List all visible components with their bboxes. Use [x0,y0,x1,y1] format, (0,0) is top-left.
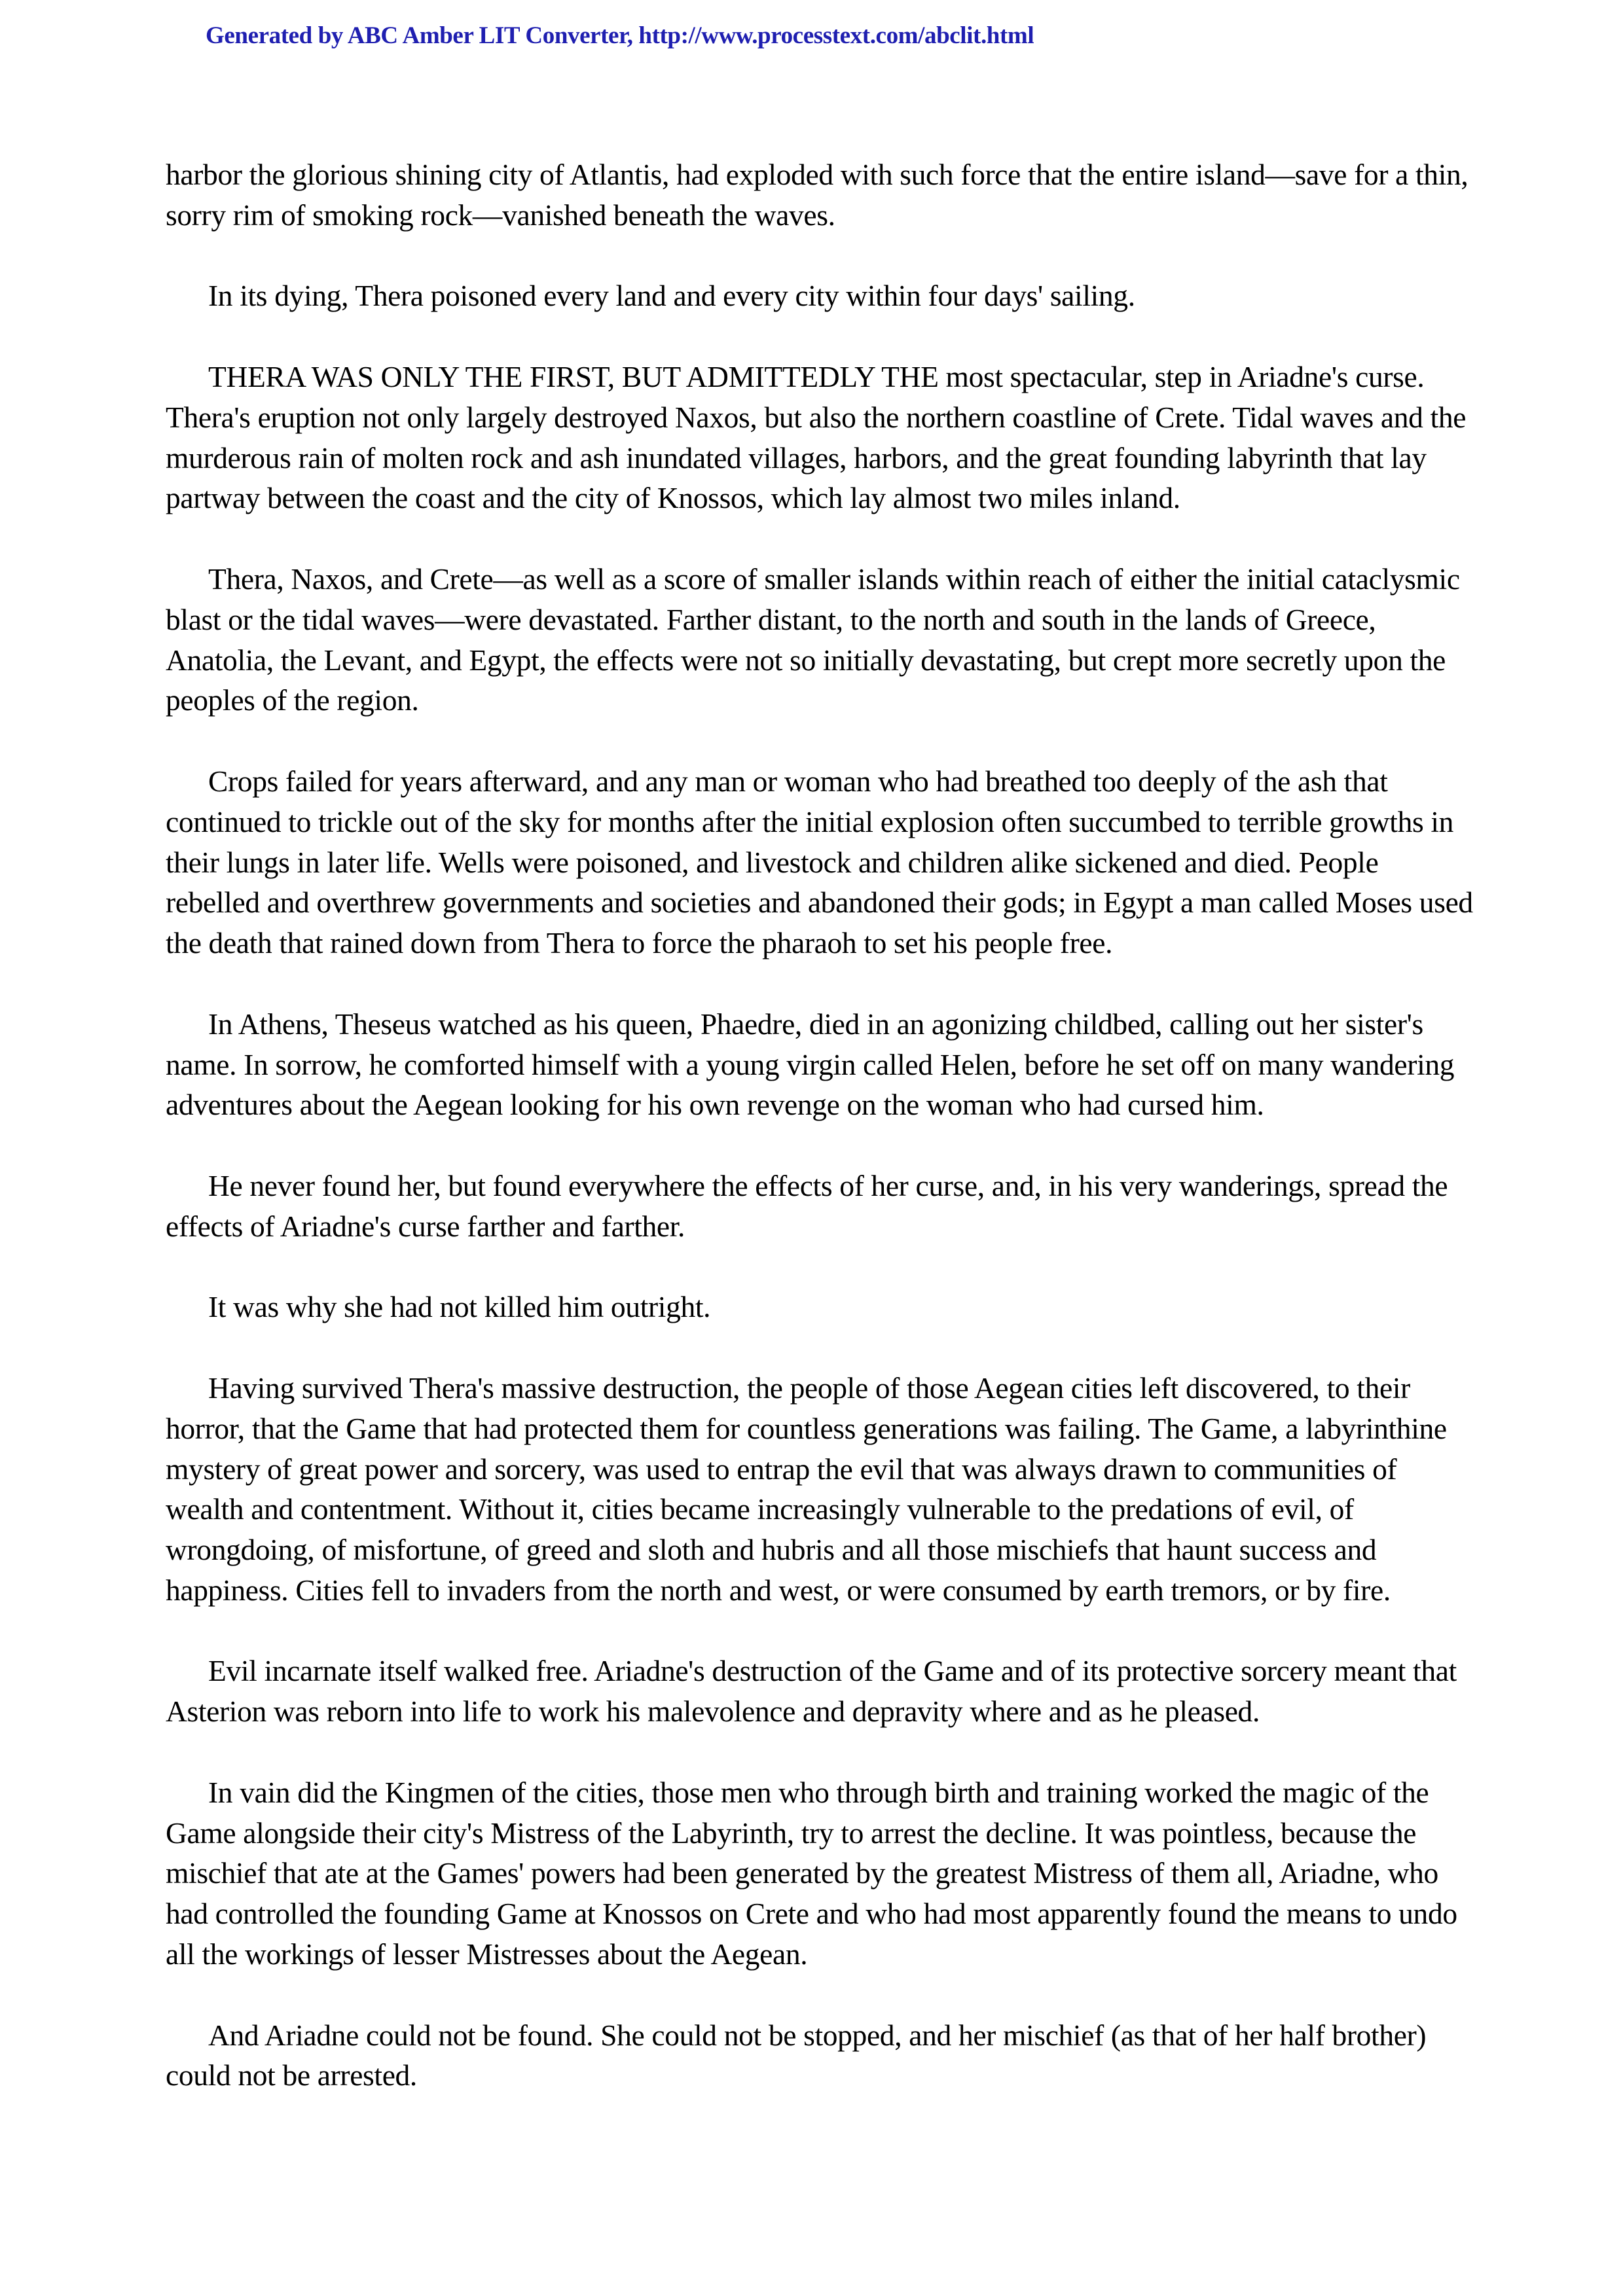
paragraph-8: It was why she had not killed him outright. [208,1290,711,1324]
paragraph-11: In vain did the Kingmen of the cities, those men who through birth and training worked the magic of the Game alongside their city's Mistress of the Labyrinth, try to arrest the decline. It was pointless, because the mischief that ate at the Games' powers had been generated by the greatest Mistress of them all, Ariadne, who had controlled the founding Game at Knossos on Crete and who had most apparently found the means to undo all the workings of lesser Mistresses about the Aegean. [166,1775,1457,1971]
paragraph-9: Having survived Thera's massive destruction, the people of those Aegean cities left discovered, to their horror, that the Game that had protected them for countless generations was failing. The Game, a labyrinthine mystery of great power and sorcery, was used to entrap the evil that was always drawn to communities of wealth and contentment. Without it, cities became increasingly vulnerable to the predations of evil, of wrongdoing, of misfortune, of greed and sloth and hubris and all those mischiefs that haunt success and happiness. Cities fell to invaders from the north and west, or were consumed by earth tremors, or by fire. [166,1371,1447,1607]
paragraph-12: And Ariadne could not be found. She could not be stopped, and her mischief (as that of her half brother) could not be arrested. [166,2018,1427,2092]
paragraph-6: In Athens, Theseus watched as his queen, Phaedre, died in an agonizing childbed, calling out her sister's name. In sorrow, he comforted himself with a young virgin called Helen, before he set off on many wandering adventures about the Aegean looking for his own revenge on the woman who had cursed him. [166,1007,1455,1122]
paragraph-7: He never found her, but found everywhere the effects of her curse, and, in his very wanderings, spread the effects of Ariadne's curse farther and farther. [166,1168,1448,1243]
paragraph-2: In its dying, Thera poisoned every land and every city within four days' sailing. [208,279,1135,313]
paragraph-10: Evil incarnate itself walked free. Ariadne's destruction of the Game and of its protective sorcery meant that Asterion was reborn into life to work his malevolence and depravity where and as he pleased. [166,1654,1457,1729]
converter-header: Generated by ABC Amber LIT Converter, http://www.processtext.com/abclit.html [206,22,1034,49]
paragraph-5: Crops failed for years afterward, and any man or woman who had breathed too deeply of the ash that continued to trickle out of the sky for months after the initial explosion often succumbed to terrible growths in their lungs in later life. Wells were poisoned, and livestock and children alike sickened and died. People rebelled and overthrew governments and societies and abandoned their gods; in Egypt a man called Moses used the death that rained down from Thera to force the pharaoh to set his people free. [166,764,1473,960]
document-body [166,154,1475,2136]
paragraph-1: harbor the glorious shining city of Atlantis, had exploded with such force that the entire island—save for a thin, sorry rim of smoking rock—vanished beneath the waves. [166,158,1468,232]
paragraph-4: Thera, Naxos, and Crete—as well as a score of smaller islands within reach of either the initial cataclysmic blast or the tidal waves—were devastated. Farther distant, to the north and south in the lands of Greece, Anatolia, the Levant, and Egypt, the effects were not so initially devastating, but crept more secretly upon the peoples of the region. [166,562,1460,717]
paragraph-3: THERA WAS ONLY THE FIRST, BUT ADMITTEDLY THE most spectacular, step in Ariadne's curse. Thera's eruption not only largely destroyed Naxos, but also the northern coastline of Crete. Tidal waves and the murderous rain of molten rock and ash inundated villages, harbors, and the great founding labyrinth that lay partway between the coast and the city of Knossos, which lay almost two miles inland. [166,359,1467,515]
